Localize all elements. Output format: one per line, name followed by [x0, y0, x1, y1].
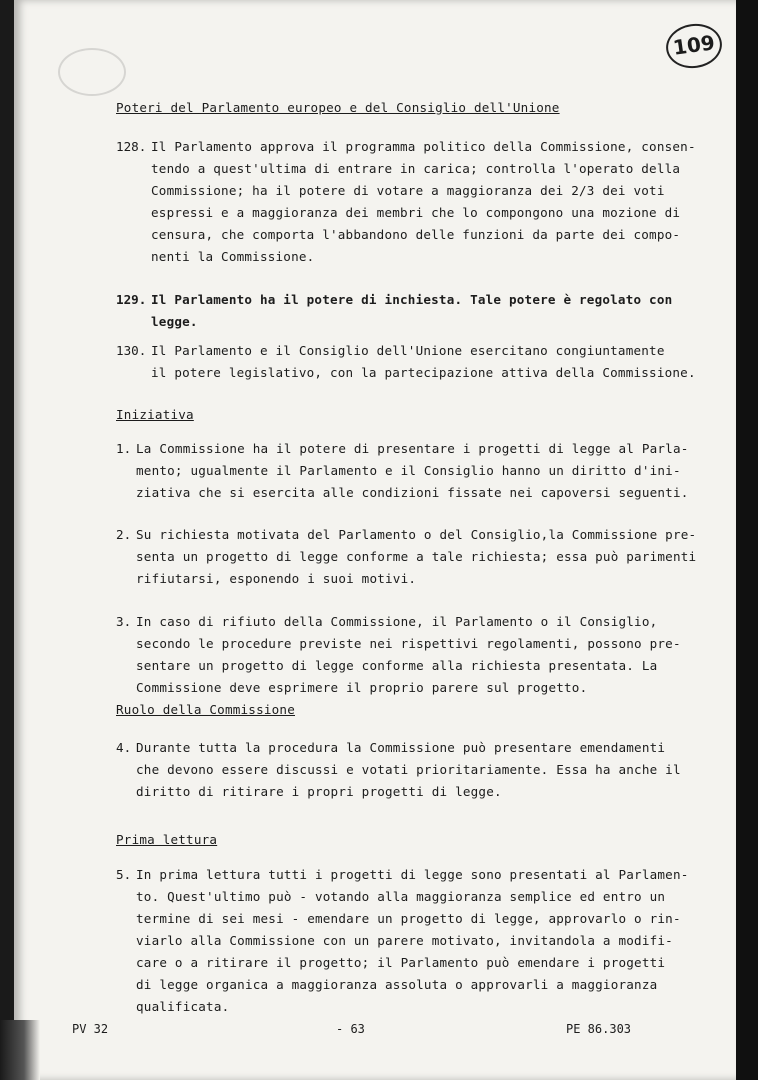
para-129-line: legge. [151, 314, 198, 329]
para-129-number: 129. [116, 292, 147, 307]
footer-left: PV 32 [72, 1022, 109, 1036]
page-stamp: 109 [663, 20, 725, 71]
para-129-line: Il Parlamento ha il potere di inchiesta. Tale potere è regolato con [151, 292, 673, 307]
item-2-line: rifiutarsi, esponendo i suoi motivi. [136, 571, 417, 586]
para-128-line: censura, che comporta l'abbandono delle funzioni da parte dei compo- [151, 227, 681, 242]
item-4-number: 4. [116, 740, 132, 755]
item-4-line: Durante tutta la procedura la Commissione può presentare emendamenti [136, 740, 666, 755]
item-5-line: In prima lettura tutti i progetti di legge sono presentati al Parlamen- [136, 867, 689, 882]
item-3-number: 3. [116, 614, 132, 629]
item-1-number: 1. [116, 441, 132, 456]
para-128-line: espressi e a maggioranza dei membri che lo compongono una mozione di [151, 205, 681, 220]
item-5-number: 5. [116, 867, 132, 882]
item-5-line: termine di sei mesi - emendare un progetto di legge, approvarlo o rin- [136, 911, 681, 926]
item-3-line: In caso di rifiuto della Commissione, il Parlamento o il Consiglio, [136, 614, 658, 629]
item-2-line: senta un progetto di legge conforme a tale richiesta; essa può parimenti [136, 549, 697, 564]
item-1-line: La Commissione ha il potere di presentare i progetti di legge al Parla- [136, 441, 689, 456]
para-130-line: Il Parlamento e il Consiglio dell'Unione esercitano congiuntamente [151, 343, 665, 358]
item-5-line: di legge organica a maggioranza assoluta o approvarli a maggioranza [136, 977, 658, 992]
item-3-line: sentare un progetto di legge conforme alla richiesta presentata. La [136, 658, 658, 673]
heading-poteri: Poteri del Parlamento europeo e del Consiglio dell'Unione [116, 100, 560, 115]
footer-right: PE 86.303 [566, 1022, 632, 1036]
para-128-line: tendo a quest'ultima di entrare in carica; controlla l'operato della [151, 161, 681, 176]
para-130-number: 130. [116, 343, 147, 358]
item-2-number: 2. [116, 527, 132, 542]
item-3-line: secondo le procedure previste nei rispettivi regolamenti, possono pre- [136, 636, 681, 651]
heading-ruolo: Ruolo della Commissione [116, 702, 295, 717]
item-5-line: to. Quest'ultimo può - votando alla maggioranza semplice ed entro un [136, 889, 666, 904]
para-128-number: 128. [116, 139, 147, 154]
page-number: - 63 [336, 1022, 365, 1036]
item-5-line: care o a ritirare il progetto; il Parlamento può emendare i progetti [136, 955, 666, 970]
para-128-line: Il Parlamento approva il programma politico della Commissione, consen- [151, 139, 696, 154]
item-4-line: diritto di ritirare i propri progetti di legge. [136, 784, 502, 799]
heading-iniziativa: Iniziativa [116, 407, 194, 422]
heading-prima-lettura: Prima lettura [116, 832, 218, 847]
scan-corner [0, 1020, 40, 1080]
item-4-line: che devono essere discussi e votati prioritariamente. Essa ha anche il [136, 762, 681, 777]
para-128-line: Commissione; ha il potere di votare a maggioranza dei 2/3 dei voti [151, 183, 665, 198]
item-3-line: Commissione deve esprimere il proprio parere sul progetto. [136, 680, 588, 695]
para-130-line: il potere legislativo, con la partecipazione attiva della Commissione. [151, 365, 696, 380]
item-2-line: Su richiesta motivata del Parlamento o del Consiglio,la Commissione pre- [136, 527, 697, 542]
item-5-line: qualificata. [136, 999, 230, 1014]
item-1-line: ziativa che si esercita alle condizioni fissate nei capoversi seguenti. [136, 485, 689, 500]
item-5-line: viarlo alla Commissione con un parere motivato, invitandola a modifi- [136, 933, 673, 948]
scan-edge [736, 0, 758, 1080]
para-128-line: nenti la Commissione. [151, 249, 315, 264]
faint-stamp [58, 48, 126, 96]
item-1-line: mento; ugualmente il Parlamento e il Consiglio hanno un diritto d'ini- [136, 463, 681, 478]
